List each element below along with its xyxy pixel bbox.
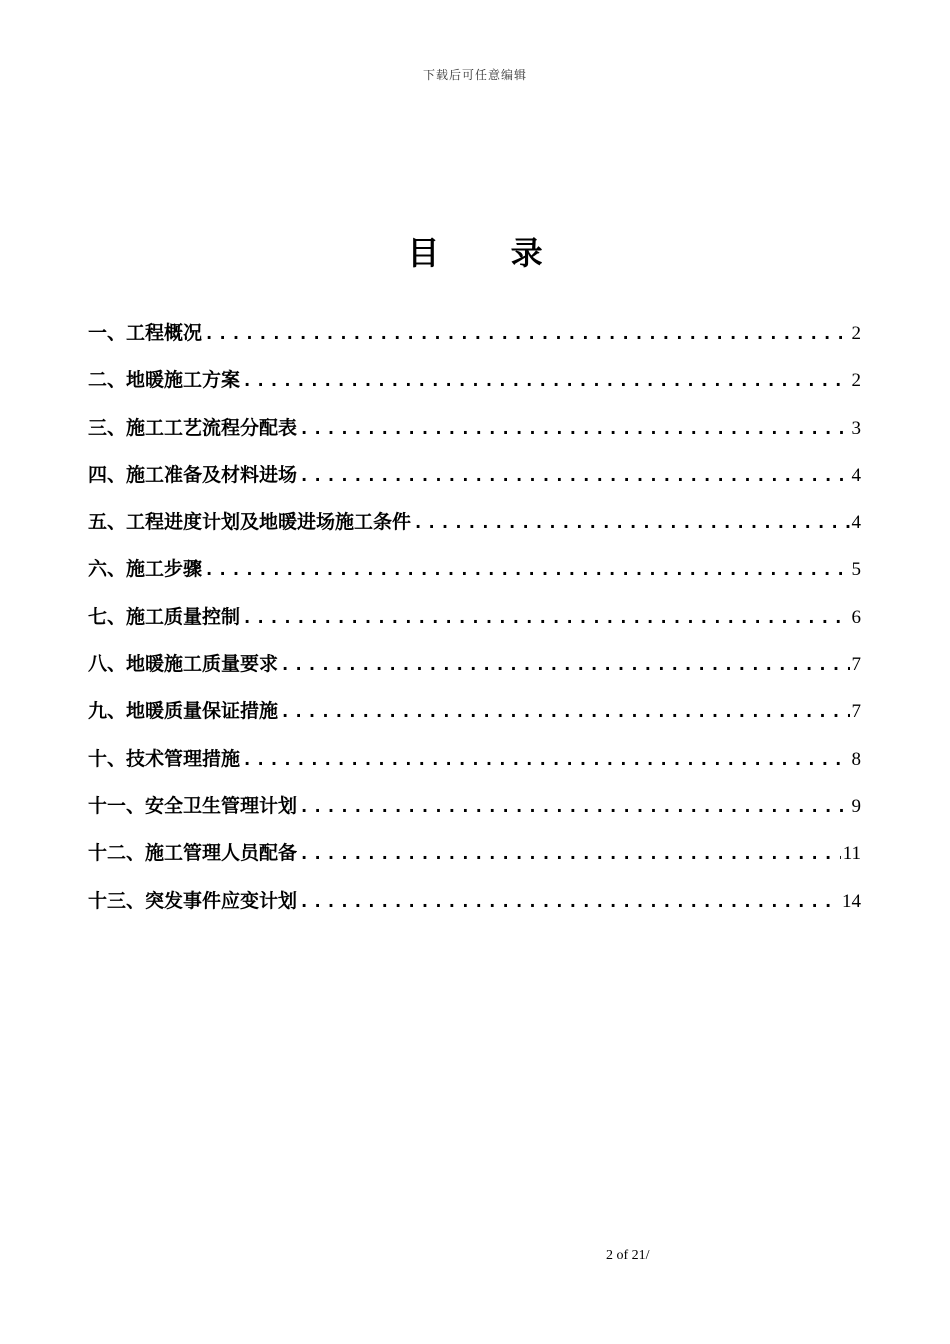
toc-entry-label: 六、施工步骤	[88, 558, 203, 581]
toc-entry-label: 四、施工准备及材料进场	[88, 463, 298, 486]
toc-entry[interactable]	[88, 696, 861, 743]
toc-entry-page: 7	[851, 654, 861, 676]
page-number-footer: 2 of 21/	[606, 1248, 650, 1263]
toc-entry[interactable]	[88, 507, 861, 554]
toc-entry-page: 2	[851, 323, 861, 344]
toc-entry-label: 一、工程概况	[88, 322, 203, 344]
toc-entry-page: 11	[842, 843, 861, 865]
toc-dot-leader	[299, 466, 849, 486]
toc-dot-leader	[299, 844, 841, 864]
toc-entry-page: 4	[851, 464, 861, 486]
toc-entry-label: 二、地暖施工方案	[88, 369, 241, 392]
toc-entry[interactable]	[88, 460, 861, 507]
toc-dot-leader	[204, 560, 849, 580]
toc-entry-label: 五、工程进度计划及地暖进场施工条件	[88, 511, 412, 534]
toc-dot-leader	[299, 797, 849, 817]
toc-entry[interactable]	[88, 791, 861, 838]
toc-entry-page: 2	[851, 370, 861, 392]
toc-dot-leader	[413, 513, 849, 533]
toc-entry[interactable]	[88, 413, 861, 460]
toc-entry-label: 十一、安全卫生管理计划	[88, 794, 298, 817]
toc-dot-leader	[242, 371, 849, 391]
toc-entry[interactable]	[88, 602, 861, 649]
toc-dot-leader	[280, 655, 849, 675]
toc-dot-leader	[299, 419, 849, 439]
toc-dot-leader	[242, 608, 849, 628]
toc-entry-page: 5	[851, 559, 861, 581]
toc-entry-page: 8	[851, 748, 861, 770]
toc-dot-leader	[280, 702, 849, 722]
toc-dot-leader	[299, 892, 840, 912]
toc-entry-label: 十三、突发事件应变计划	[88, 889, 298, 912]
toc-entry-page: 3	[851, 417, 861, 439]
toc-entry[interactable]	[88, 744, 861, 791]
toc-entry-label: 七、施工质量控制	[88, 605, 241, 628]
toc-entry[interactable]	[88, 554, 861, 601]
toc-entry[interactable]	[88, 365, 861, 412]
toc-entry-page: 9	[851, 795, 861, 817]
toc-entry[interactable]	[88, 649, 861, 696]
page-title: 目 录	[407, 234, 573, 272]
toc-entry-page: 7	[851, 701, 861, 723]
toc-entry[interactable]	[88, 318, 861, 365]
toc-dot-leader	[204, 324, 849, 344]
toc-entry[interactable]	[88, 838, 861, 885]
toc-entry-label: 十、技术管理措施	[88, 747, 241, 770]
toc-entry[interactable]	[88, 886, 861, 933]
toc-entry-label: 八、地暖施工质量要求	[88, 653, 279, 676]
toc-entry-page: 14	[842, 890, 861, 912]
header-note: 下载后可任意编辑	[422, 68, 527, 82]
toc-entry-label: 三、施工工艺流程分配表	[88, 416, 298, 439]
toc-entry-label: 十二、施工管理人员配备	[88, 842, 298, 865]
toc-entry-page: 6	[851, 606, 861, 628]
toc-entry-label: 九、地暖质量保证措施	[88, 700, 279, 723]
toc-entry-page: 4	[851, 512, 861, 534]
table-of-contents	[88, 318, 861, 933]
toc-dot-leader	[242, 750, 849, 770]
